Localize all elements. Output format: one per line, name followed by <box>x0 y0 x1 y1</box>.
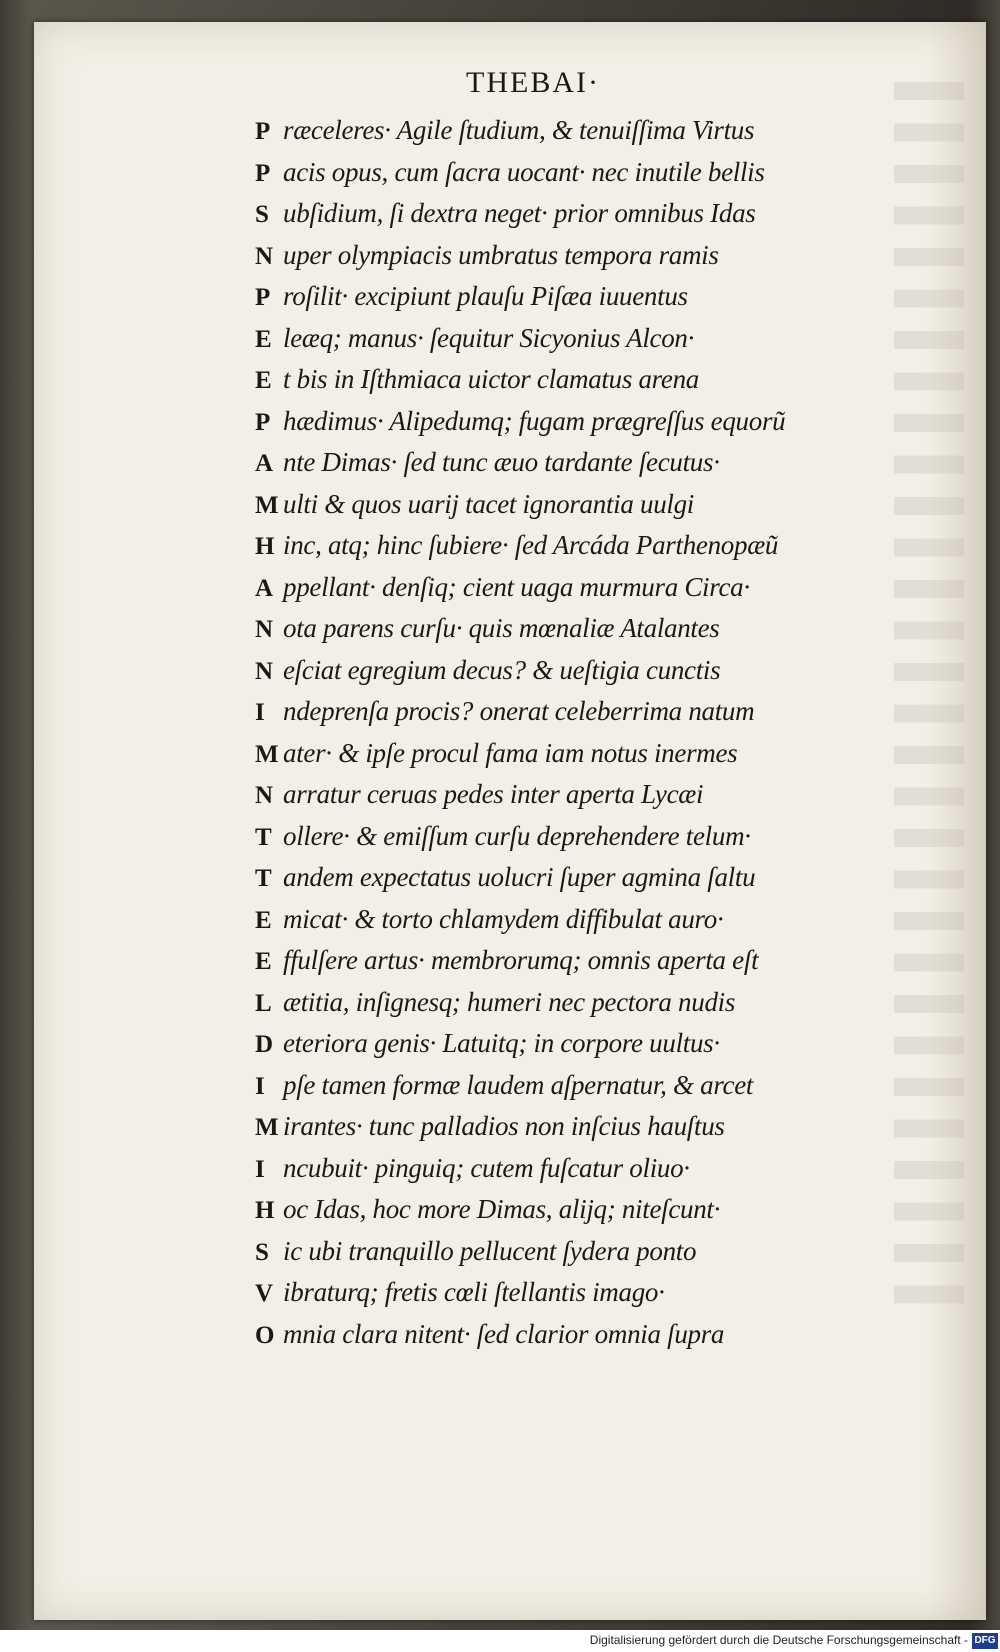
verse-initial: N <box>255 782 274 809</box>
verse-line <box>255 525 975 567</box>
verse-line <box>255 650 975 692</box>
verse-initial: M <box>255 491 279 519</box>
verse-initial: T <box>255 865 272 892</box>
verse-initial: T <box>255 823 272 851</box>
verse-text: pſe tamen formæ laudem aſpernatur, & arcet <box>283 1069 754 1100</box>
verse-initial: E <box>255 906 272 934</box>
verse-text: ollere· & emiſſum curſu deprehendere telum· <box>283 820 751 851</box>
verse-line <box>255 318 975 360</box>
verse-text: acis opus, cum ſacra uocant· nec inutile bellis <box>283 156 765 187</box>
verse-line <box>255 899 975 941</box>
running-title <box>34 66 986 100</box>
verse-initial: I <box>255 699 265 726</box>
verse-text: nte Dimas· ſed tunc æuo tardante ſecutus· <box>283 447 720 477</box>
verse-text: ræceleres· Agile ſtudium, & tenuiſſima Virtus <box>283 115 755 145</box>
verse-initial: A <box>255 574 274 602</box>
verse-line <box>255 982 975 1024</box>
verse-initial: H <box>255 1197 275 1224</box>
verse-line <box>255 276 975 318</box>
verse-text: ota parens curſu· quis mœnaliæ Atalantes <box>283 613 720 643</box>
verse-line <box>255 193 975 235</box>
verse-block <box>255 110 975 1355</box>
verse-initial: S <box>255 201 269 228</box>
verse-line <box>255 1148 975 1190</box>
verse-initial: M <box>255 740 279 768</box>
funding-credit: Digitalisierung gefördert durch die Deutsche Forschungsgemeinschaft - <box>589 1633 968 1647</box>
verse-line <box>255 401 975 443</box>
verse-initial: S <box>255 1238 269 1266</box>
verse-initial: E <box>255 367 272 394</box>
verse-initial: H <box>255 533 275 560</box>
verse-initial: O <box>255 1321 275 1349</box>
verse-initial: I <box>255 1072 265 1100</box>
verse-line <box>255 484 975 526</box>
verse-line <box>255 816 975 858</box>
verse-text: inc, atq; hinc ſubiere· ſed Arcáda Parthenopæũ <box>283 530 779 560</box>
verse-initial: P <box>255 408 271 436</box>
verse-initial: D <box>255 1031 274 1058</box>
verse-initial: V <box>255 1280 274 1307</box>
verse-text: ætitia, inſignesq; humeri nec pectora nudis <box>283 986 736 1017</box>
footer-bar <box>0 1630 1000 1652</box>
verse-text: t bis in Iſthmiaca uictor clamatus arena <box>283 364 699 394</box>
verse-text: ubſidium, ſi dextra neget· prior omnibus Idas <box>283 198 756 228</box>
verse-text: eteriora genis· Latuitq; in corpore uultus· <box>283 1028 720 1058</box>
verse-line <box>255 1023 975 1065</box>
verse-line <box>255 567 975 609</box>
verse-line <box>255 733 975 775</box>
verse-initial: I <box>255 1155 265 1183</box>
verse-initial: P <box>255 118 271 145</box>
verse-line <box>255 1231 975 1273</box>
verse-initial: P <box>255 159 271 187</box>
verse-line <box>255 442 975 484</box>
verse-initial: N <box>255 657 274 685</box>
verse-line <box>255 1314 975 1356</box>
book-page <box>34 22 986 1620</box>
verse-text: eſciat egregium decus? & ueſtigia cunctis <box>283 654 721 685</box>
verse-text: micat· & torto chlamydem diffibulat auro· <box>283 903 724 934</box>
verse-initial: N <box>255 616 274 643</box>
dfg-logo-icon: DFG <box>972 1633 998 1649</box>
running-title-text: THEBAI· <box>466 66 600 99</box>
verse-text: hædimus· Alipedumq; fugam prægreſſus equorũ <box>283 405 786 436</box>
verse-text: ibraturq; fretis cœli ſtellantis imago· <box>283 1277 665 1307</box>
verse-text: ffulſere artus· membrorumq; omnis aperta eſt <box>283 945 759 975</box>
verse-line <box>255 691 975 733</box>
verse-text: ater· & ipſe procul fama iam notus inermes <box>283 737 738 768</box>
verse-line <box>255 1189 975 1231</box>
verse-text: andem expectatus uolucri ſuper agmina ſaltu <box>283 862 756 892</box>
verse-line <box>255 359 975 401</box>
verse-text: ncubuit· pinguiq; cutem fuſcatur oliuo· <box>283 1152 690 1183</box>
verse-text: mnia clara nitent· ſed clarior omnia ſupra <box>283 1318 725 1349</box>
verse-line <box>255 1272 975 1314</box>
verse-line <box>255 235 975 277</box>
verse-initial: E <box>255 325 272 353</box>
verse-initial: N <box>255 242 274 270</box>
verse-text: roſilit· excipiunt plauſu Piſæa iuuentus <box>283 281 688 311</box>
verse-initial: P <box>255 284 271 311</box>
verse-text: ppellant· denſiq; cient uaga murmura Circa· <box>283 571 750 602</box>
verse-text: leæq; manus· ſequitur Sicyonius Alcon· <box>283 322 695 353</box>
verse-line <box>255 774 975 816</box>
verse-initial: M <box>255 1114 279 1141</box>
verse-line <box>255 608 975 650</box>
verse-text: arratur ceruas pedes inter aperta Lycæi <box>283 779 704 809</box>
verse-initial: E <box>255 948 272 975</box>
verse-line <box>255 152 975 194</box>
verse-line <box>255 110 975 152</box>
verse-line <box>255 857 975 899</box>
verse-text: ic ubi tranquillo pellucent ſydera ponto <box>283 1235 697 1266</box>
verse-text: oc Idas, hoc more Dimas, alijq; niteſcunt· <box>283 1194 721 1224</box>
verse-text: irantes· tunc palladios non inſcius hauſtus <box>283 1111 725 1141</box>
verse-initial: L <box>255 989 272 1017</box>
verse-initial: A <box>255 450 274 477</box>
verse-text: ulti & quos uarij tacet ignorantia uulgi <box>283 488 695 519</box>
verse-text: uper olympiacis umbratus tempora ramis <box>283 239 719 270</box>
verse-line <box>255 1106 975 1148</box>
verse-text: ndeprenſa procis? onerat celeberrima natum <box>283 696 755 726</box>
verse-line <box>255 940 975 982</box>
verse-line <box>255 1065 975 1107</box>
